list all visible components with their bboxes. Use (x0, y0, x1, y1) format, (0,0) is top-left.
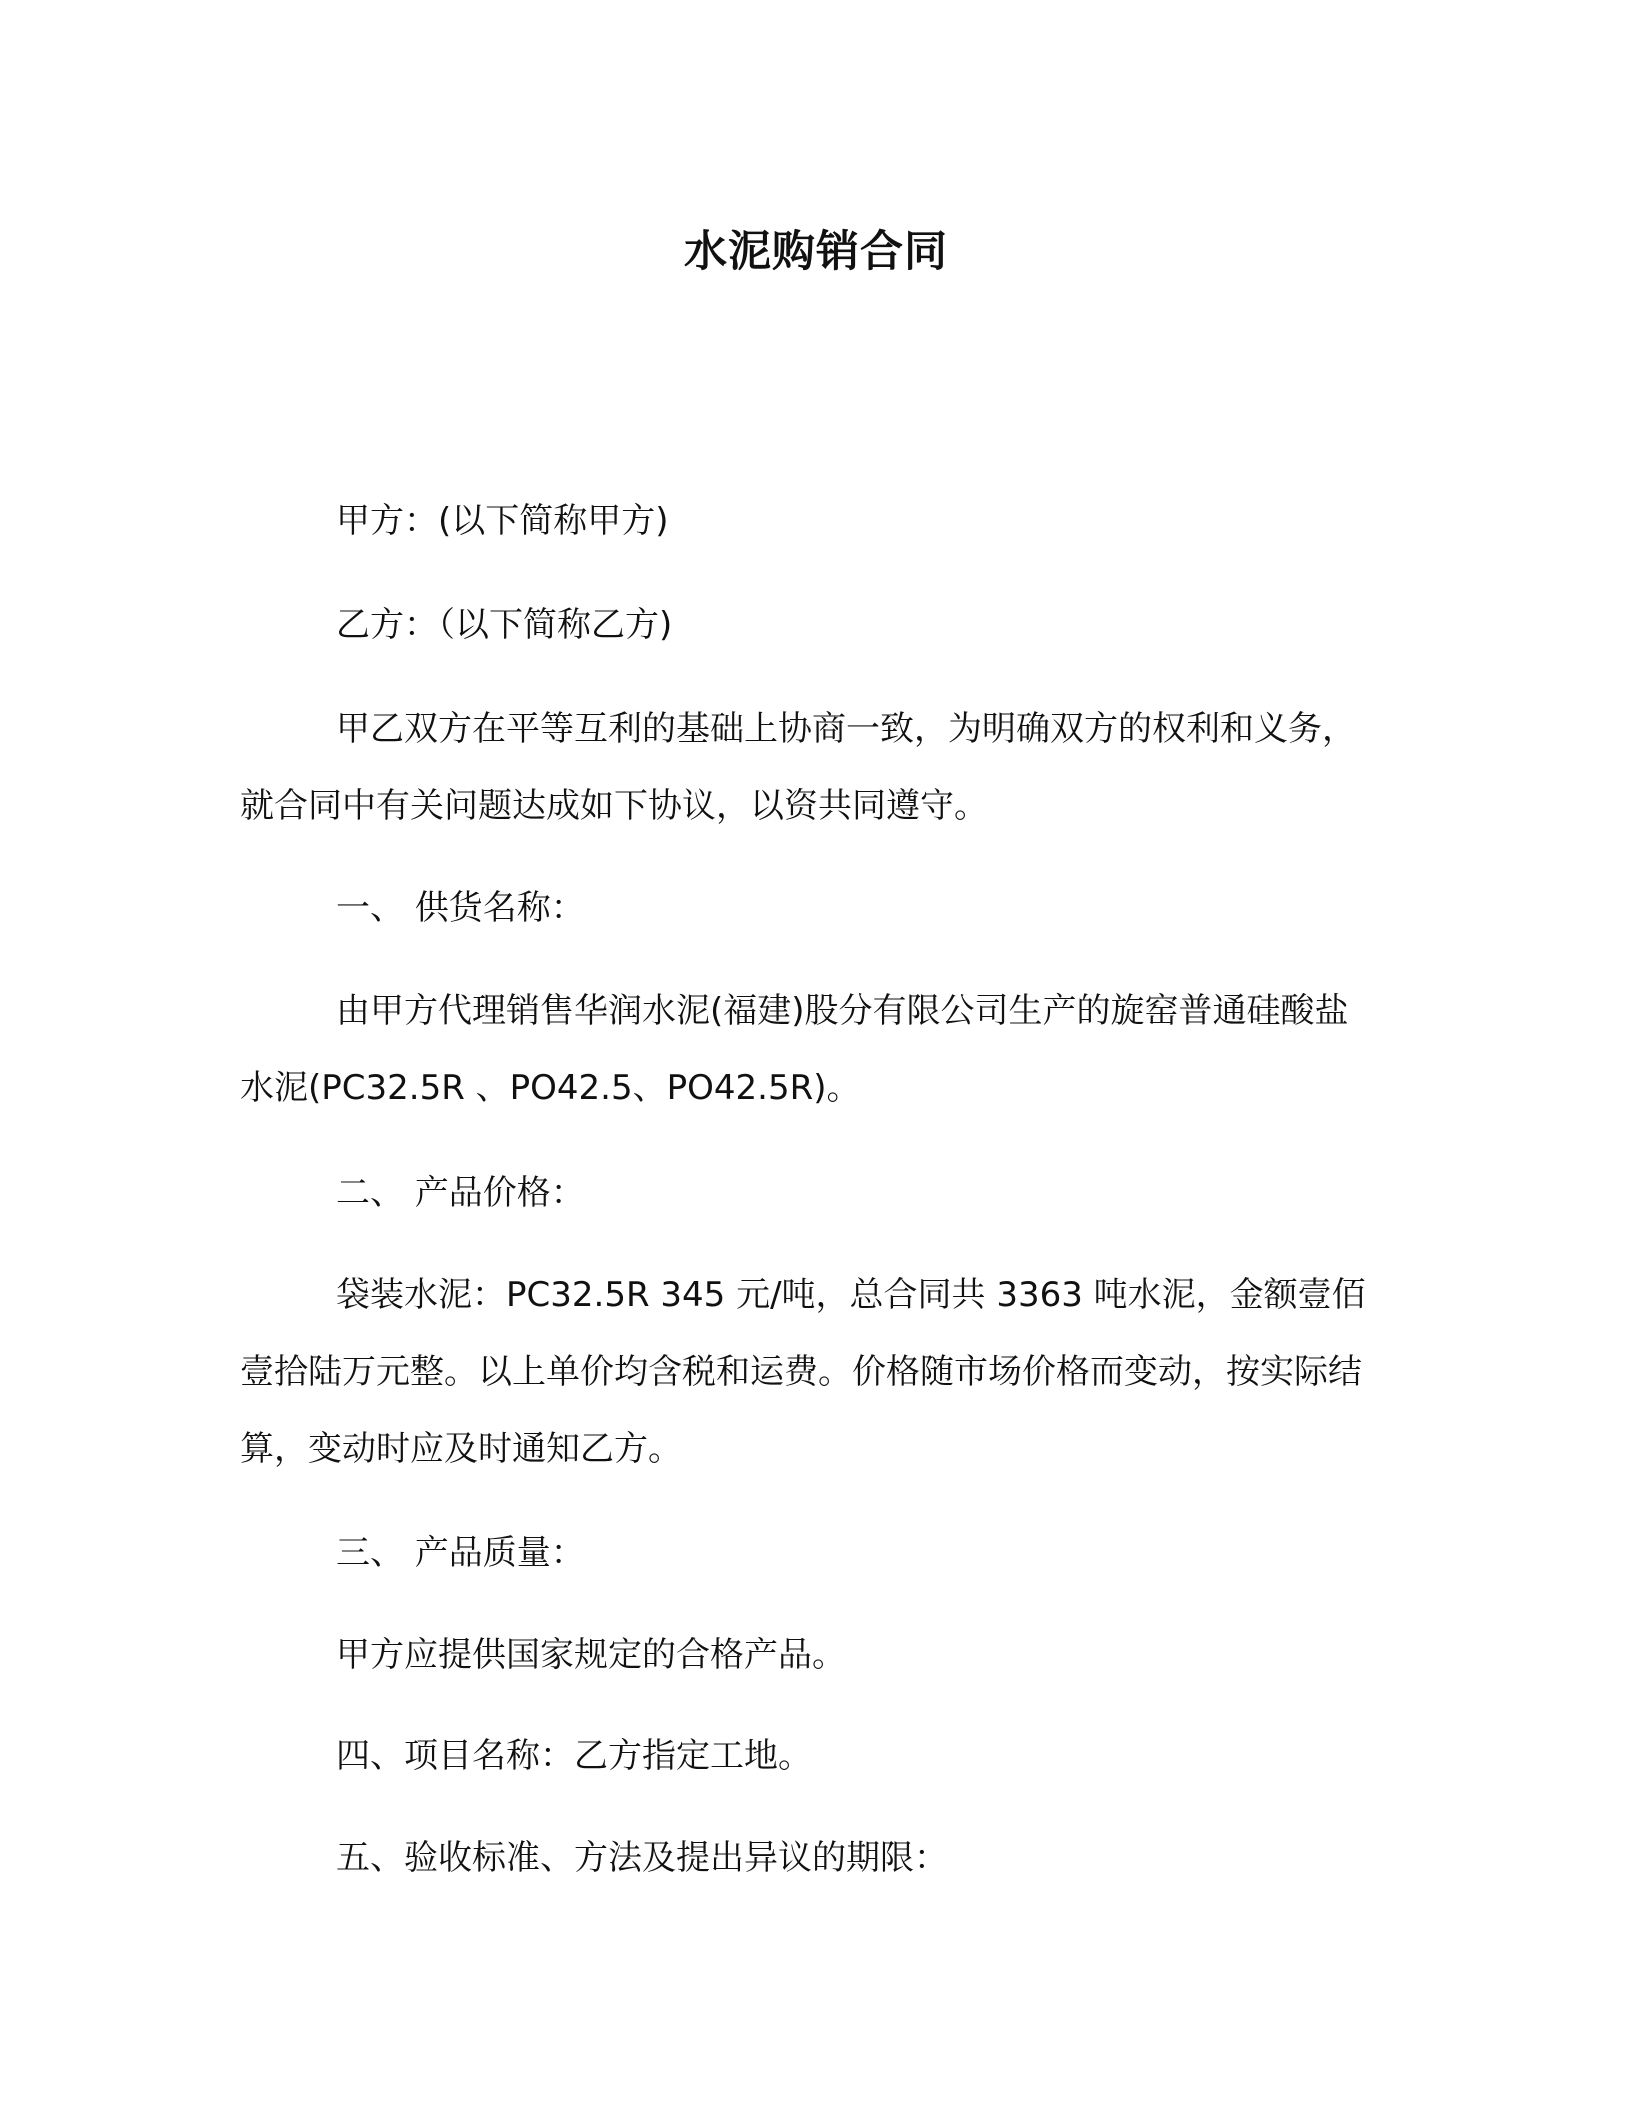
party-a-line: 甲方：(以下简称甲方) (336, 501, 669, 541)
section-heading-5: 五、验收标准、方法及提出异议的期限： (336, 1838, 948, 1878)
section-heading-3: 三、 产品质量： (336, 1533, 585, 1573)
section-heading-1: 一、 供货名称： (336, 888, 585, 928)
section-body-1: 由甲方代理销售华润水泥(福建)股分有限公司生产的旋窑普通硅酸盐水泥(PC32.5R 、PO42.5、PO42.5R)。 (240, 991, 1349, 1108)
document-title: 水泥购销合同 (684, 227, 948, 277)
section-body-3: 甲方应提供国家规定的合格产品。 (336, 1635, 846, 1675)
section-body-2: 袋装水泥：PC32.5R 345 元/吨，总合同共 3363 吨水泥，金额壹佰壹拾陆万元整。以上单价均含税和运费。价格随市场价格而变动，按实际结算，变动时应及时通知乙方。 (240, 1275, 1366, 1469)
intro-paragraph: 甲乙双方在平等互利的基础上协商一致，为明确双方的权利和义务，就合同中有关问题达成如下协议，以资共同遵守。 (240, 709, 1356, 826)
party-b-line: 乙方：（以下简称乙方) (336, 605, 673, 645)
section-heading-2: 二、 产品价格： (336, 1173, 585, 1213)
section-heading-4: 四、项目名称：乙方指定工地。 (336, 1736, 812, 1776)
